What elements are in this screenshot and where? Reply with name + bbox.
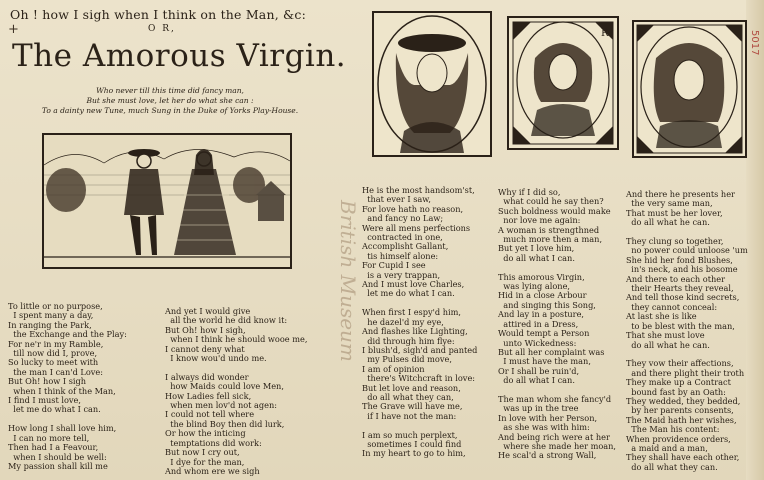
- verse-column-4: Why if I did so, what could he say then? Such boldness would make nor love me again: A woman is strengthned much more then a man, But yet I love him, do all what I can. This amorous Virgin, was lying alone, Hid in a close Arbour and singing this Song, And lay in a posture, attired in a Dress, Would tempt a Person unto Wickedness: But all her complaint was I must have the man, Or I shall be ruin'd, do all what I can. The man whom she fancy'd was up in the tree In love with her Person, as she was with him: And being rich were at her where she made her moan, He scal'd a strong Wall,: [498, 187, 617, 461]
- gentleman-portrait-svg: [374, 13, 490, 155]
- subtitle-line-1: Who never till this time did fancy man,: [96, 86, 244, 95]
- or-line: O R,: [148, 24, 176, 34]
- tune-line: Oh ! how I sigh when I think on the Man, &c:: [10, 7, 307, 22]
- gentleman-portrait-image: [372, 11, 492, 157]
- subtitle-line-3: To a dainty new Tune, much Sung in the Duke of Yorks Play-House.: [41, 106, 299, 115]
- portrait-initial: R: [601, 28, 609, 39]
- library-stamp: British Museum: [336, 200, 360, 362]
- subtitle-block: [20, 86, 320, 116]
- lady-portrait-image: [507, 16, 619, 150]
- verse-column-2: And yet I would give all the world he did know it: But Oh! how I sigh, when I think he should wooe me, I cannot deny what I know wou'd undo me. I always did wonder how Maids could love Men, How Ladies fell sick, when men lov'd not agen: I could not tell where the blind Boy then did lurk, Or how the inticing temptations did work: But now I cry out, I dye for the man, And whom ere we sigh: [165, 306, 308, 476]
- man-portrait-image: [632, 20, 747, 158]
- subtitle-line-2: But she must love, let her do what she can :: [86, 96, 254, 105]
- couple-woodcut-svg: [44, 135, 290, 267]
- edge-note: 5017: [749, 30, 760, 56]
- couple-woodcut-image: [42, 133, 292, 269]
- ballad-title: The Amorous Virgin.: [12, 38, 347, 74]
- man-portrait-svg: [634, 22, 745, 156]
- page-edge: [746, 0, 764, 480]
- verse-column-1: To little or no purpose, I spent many a day, In ranging the Park, the Exchange and the Play: For ne'r in my Ramble, till now did I, prove, So lucky to meet with the man I can'd Love: But Oh! how I sigh when I think of the Man, I find I must love, let me do what I can. How long I shall love him, I can no more tell, Then had I a Feavour, when I should be well: My passion shall kill me: [8, 301, 127, 471]
- verse-column-5: And there he presents her the very same man, That must be her lover, do all what he can. They clung so together, no power could unloose 'um She hid her fond Blushes, in's neck, and his bosome And there to each other their Hearts they reveal, And tell those kind secrets, they cannot conceal: At last she is like to be blest with the man, That she must love do all what he can. They vow their affections, and there plight their troth They make up a Contract bound fast by an Oath: They wedded, they bedded, by her parents consents, The Maid hath her wishes, The Man his content: When providence orders, a maid and a man, They shall have each other, do all what they can.: [626, 189, 748, 472]
- plus-mark: +: [8, 22, 19, 37]
- verse-column-3: He is the most handsom'st, that ever I saw, For love hath no reason, and fancy no Law; Were all mens perfections contracted in one, Accomplisht Gallant, tis himself alone: For Cupid I see is a very trappan, And I must love Charles, let me do what I can. When first I espy'd him, he dazel'd my eye, And flashes like Lighting, did through him flye: I blush'd, sigh'd and panted my Pulses did move, I am of opinion there's Witchcraft in love: But let love and reason, do all what they can, The Grave will have me, if I have not the man: I am so much perplext, sometimes I could find In my heart to go to him,: [362, 185, 478, 459]
- lady-portrait-svg: [509, 18, 617, 148]
